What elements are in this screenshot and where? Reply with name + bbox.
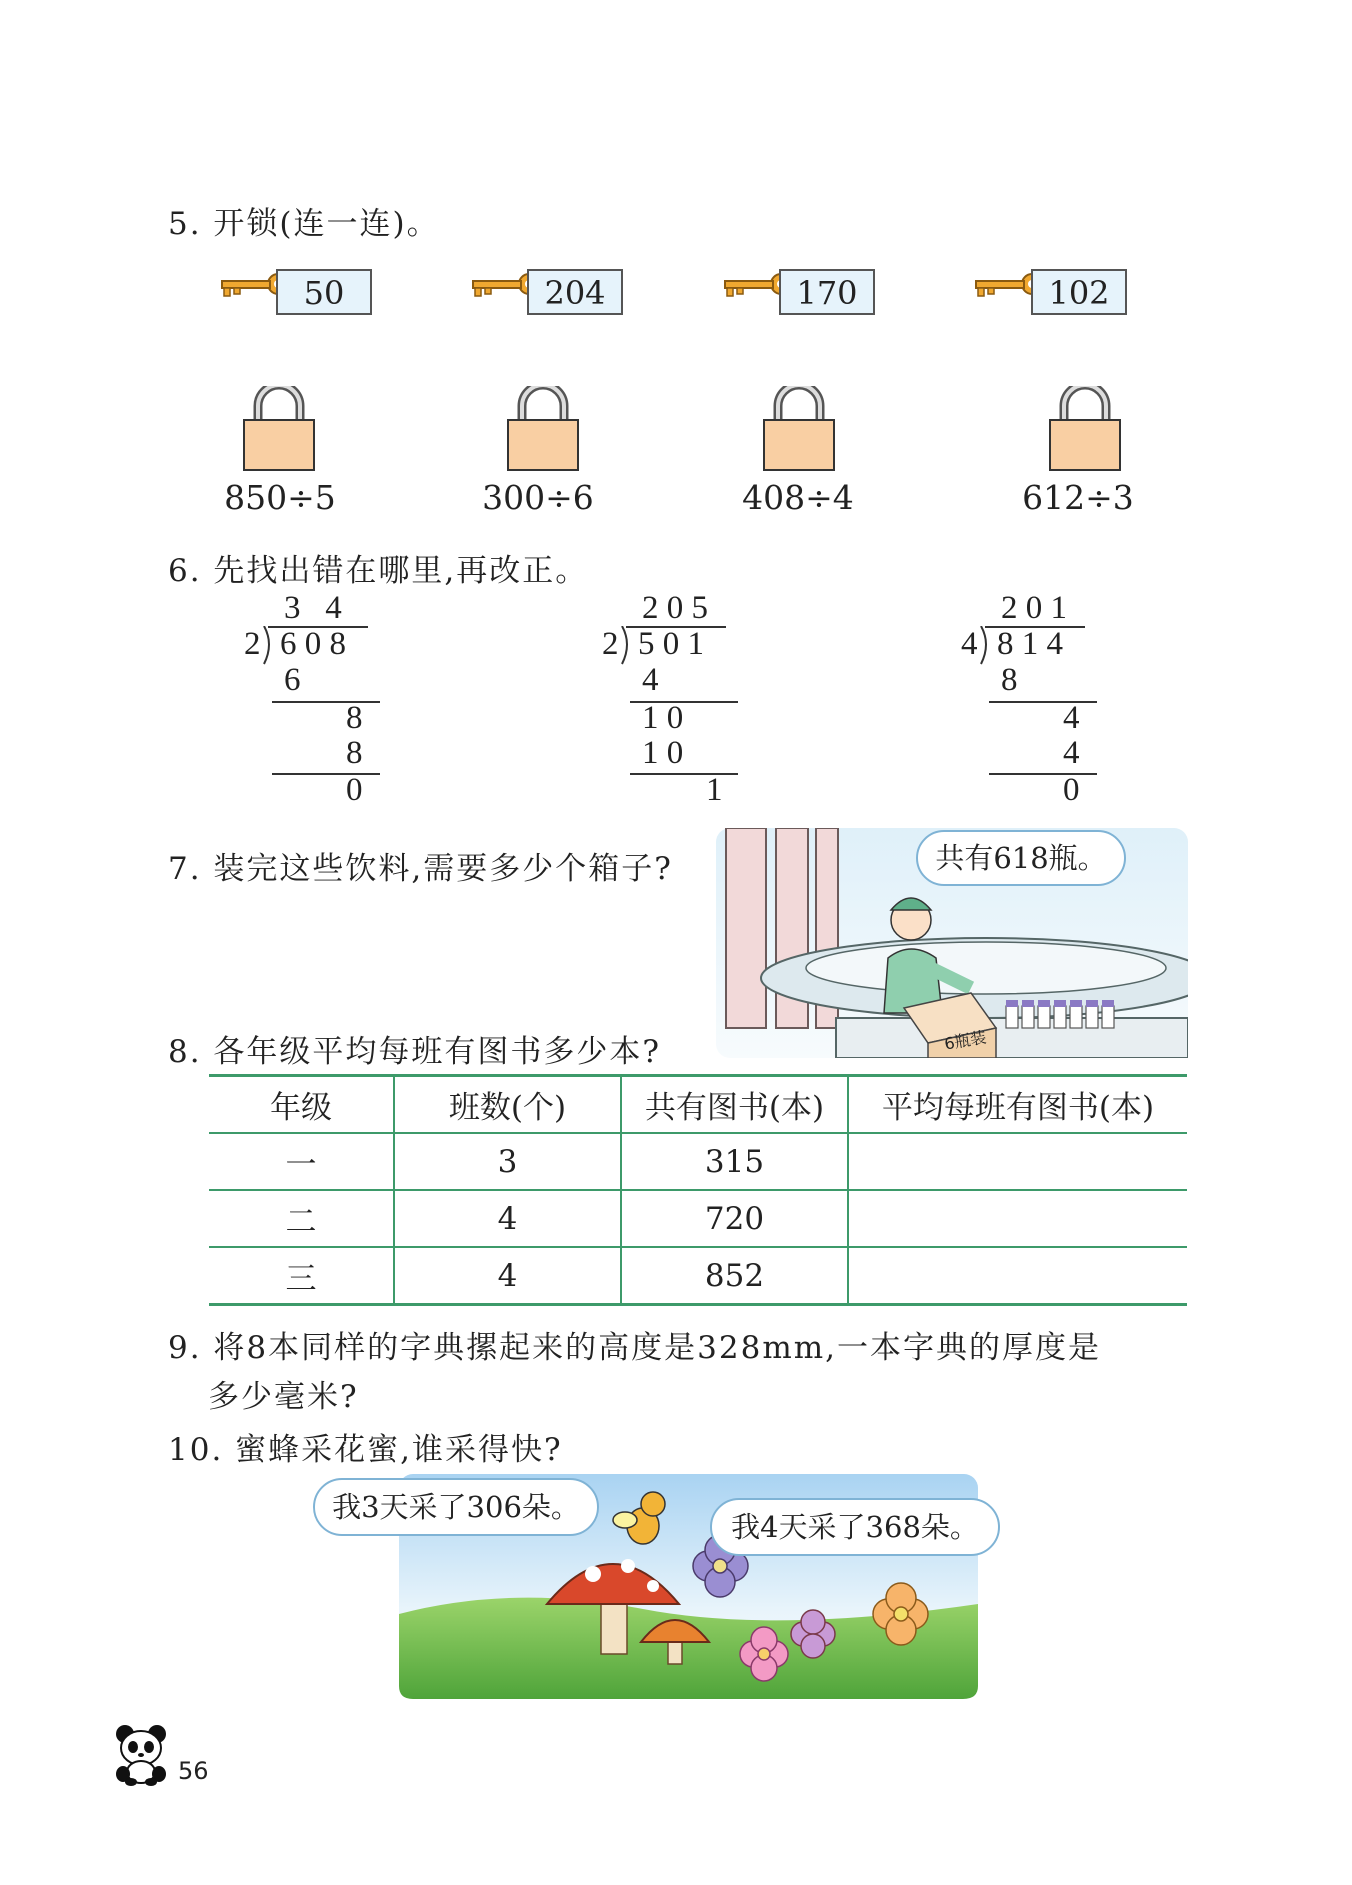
table-cell: 4 (394, 1190, 621, 1247)
table-header: 班数(个) (394, 1076, 621, 1134)
long-division-1 (240, 590, 390, 815)
q9-line1: 9. 将8本同样的字典摞起来的高度是328mm,一本字典的厚度是 (168, 1330, 1101, 1366)
box-label: 6瓶装 (942, 1027, 988, 1054)
answer-cell[interactable] (848, 1190, 1187, 1247)
lock-expression-4: 612÷3 (1022, 478, 1134, 517)
divisor: 2 (244, 626, 261, 662)
books-table (209, 1074, 1187, 1306)
table-header: 共有图书(本) (621, 1076, 848, 1134)
bees-illustration (313, 1474, 978, 1699)
partial-product: 4 (642, 662, 659, 698)
key-tag-3: 170 (779, 269, 875, 315)
final-remainder: 0 (346, 772, 363, 808)
lock-expression-2: 300÷6 (482, 478, 594, 517)
table-row (209, 1190, 1187, 1247)
divisor: 2 (602, 626, 619, 662)
table-cell: 4 (394, 1247, 621, 1305)
partial-product: 8 (1001, 662, 1018, 698)
partial-product: 6 (284, 662, 301, 698)
speech-bubble-right: 我4天采了368朵。 (710, 1498, 1000, 1556)
long-division-2 (598, 590, 748, 815)
table-cell: 315 (621, 1133, 848, 1190)
dividend: 8 1 4 (997, 626, 1063, 662)
final-remainder: 0 (1063, 772, 1080, 808)
quotient: 2 0 1 (1001, 590, 1067, 626)
table-cell: 二 (209, 1190, 394, 1247)
quotient: 3 4 (284, 590, 342, 626)
answer-cell[interactable] (848, 1247, 1187, 1305)
q9-line2: 多少毫米? (208, 1379, 359, 1415)
table-header: 平均每班有图书(本) (881, 1090, 1155, 1126)
speech-bubble: 共有618瓶。 (916, 830, 1126, 886)
key-tag-1: 50 (276, 269, 372, 315)
table-header-row (209, 1076, 1187, 1134)
answer-cell[interactable] (848, 1133, 1187, 1190)
long-division-3 (957, 590, 1107, 815)
table-cell: 三 (209, 1247, 394, 1305)
dividend: 6 0 8 (280, 626, 346, 662)
table-cell: 720 (621, 1190, 848, 1247)
table-cell: 852 (621, 1247, 848, 1305)
partial-product: 8 (346, 735, 363, 771)
lock-icon (761, 386, 837, 472)
remainder: 1 0 (642, 700, 684, 736)
speech-bubble-left: 我3天采了306朵。 (313, 1478, 599, 1536)
lock-expression-1: 850÷5 (224, 478, 336, 517)
page-number: 56 (178, 1757, 209, 1785)
table-cell: 一 (209, 1133, 394, 1190)
table-row (209, 1247, 1187, 1305)
q6-title: 6. 先找出错在哪里,再改正。 (168, 553, 589, 589)
panda-icon (111, 1722, 171, 1786)
key-tag-2: 204 (527, 269, 623, 315)
partial-product: 1 0 (642, 735, 684, 771)
q10-title: 10. 蜜蜂采花蜜,谁采得快? (168, 1432, 563, 1468)
quotient: 2 0 5 (642, 590, 708, 626)
final-remainder: 1 (706, 772, 723, 808)
q7-title: 7. 装完这些饮料,需要多少个箱子? (168, 851, 673, 887)
lock-icon (241, 386, 317, 472)
lock-icon (1047, 386, 1123, 472)
key-tag-4: 102 (1031, 269, 1127, 315)
remainder: 8 (346, 700, 363, 736)
lock-expression-3: 408÷4 (742, 478, 854, 517)
partial-product: 4 (1063, 735, 1080, 771)
lock-icon (505, 386, 581, 472)
table-header: 年级 (209, 1076, 394, 1134)
q8-title: 8. 各年级平均每班有图书多少本? (168, 1034, 662, 1070)
table-cell: 3 (394, 1133, 621, 1190)
dividend: 5 0 1 (638, 626, 704, 662)
table-row (209, 1133, 1187, 1190)
divisor: 4 (961, 626, 978, 662)
q5-title: 5. 开锁(连一连)。 (168, 206, 440, 242)
remainder: 4 (1063, 700, 1080, 736)
bottling-illustration (716, 828, 1188, 1058)
